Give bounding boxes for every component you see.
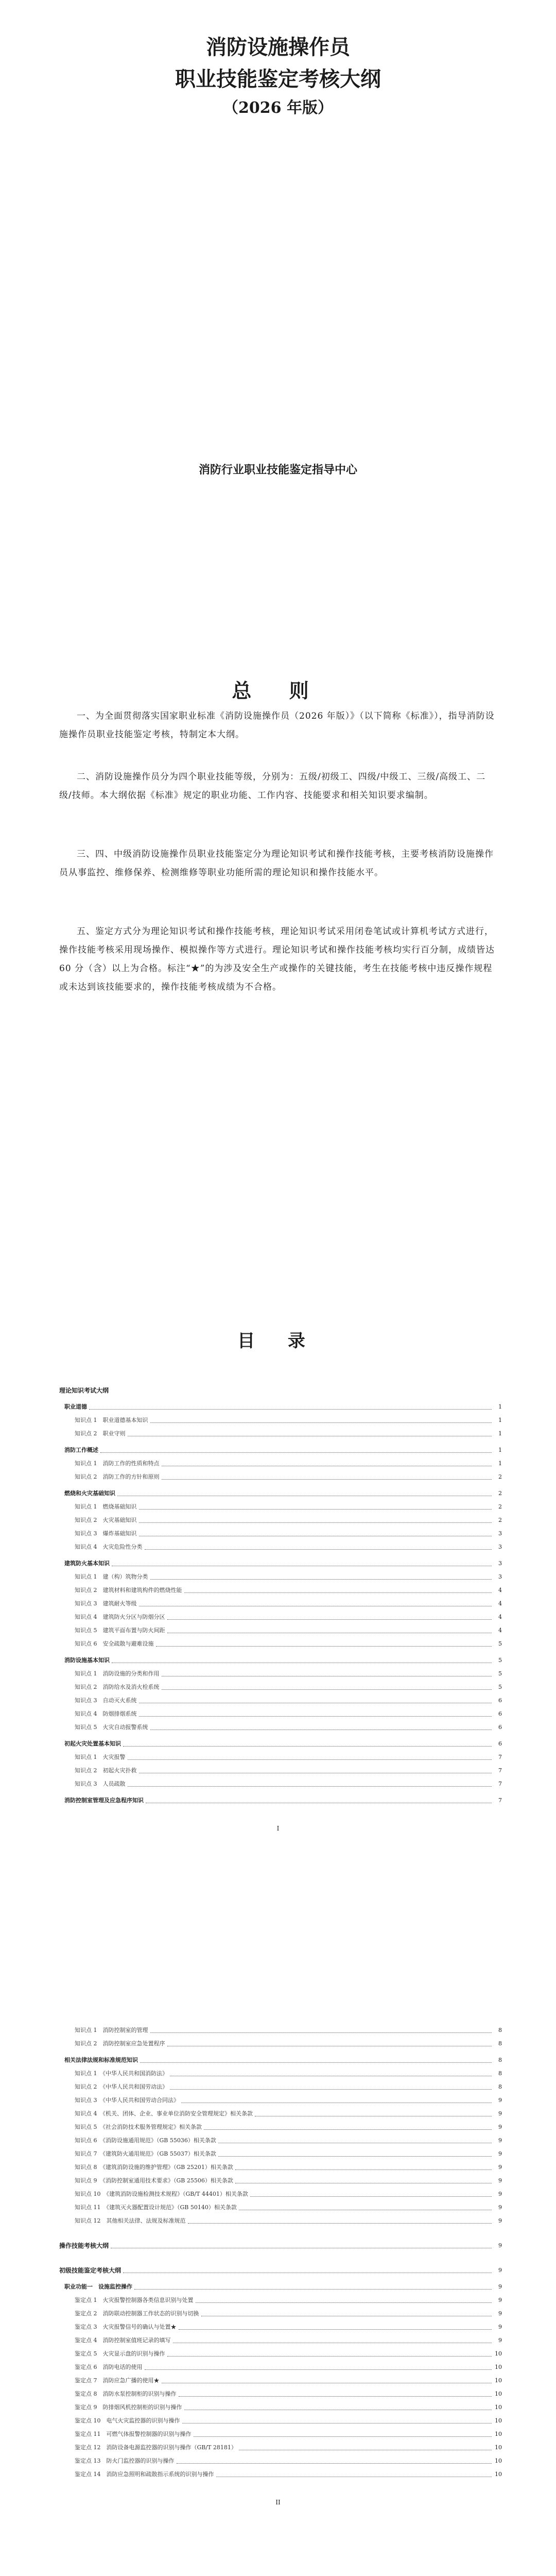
toc-entry-text: 知识点 1 消防设施的分类和作用 xyxy=(75,1670,160,1677)
toc-chapter[interactable] xyxy=(59,2056,502,2065)
toc-entry-page: 5 xyxy=(498,1670,502,1677)
toc-entry-page: 5 xyxy=(498,1640,502,1647)
toc-item[interactable] xyxy=(59,1529,502,1538)
toc-entry-text: 鉴定点 10 电气火灾监控器的识别与操作 xyxy=(75,2417,180,2424)
toc-item[interactable] xyxy=(59,1683,502,1692)
toc-entry-page: 9 xyxy=(498,2204,502,2211)
toc-chapter[interactable] xyxy=(59,1402,502,1412)
toc-entry-text: 知识点 1 消防工作的性质和特点 xyxy=(75,1460,160,1467)
toc-item[interactable] xyxy=(59,2039,502,2048)
toc-item[interactable] xyxy=(59,1599,502,1608)
toc-entry-page: 6 xyxy=(498,1710,502,1717)
toc-entry-text: 鉴定点 12 消防设备电源监控器的识别与操作（GB/T 28181） xyxy=(75,2444,237,2451)
toc-entry-page: 7 xyxy=(498,1754,502,1760)
toc-item[interactable] xyxy=(59,1429,502,1438)
toc-entry-text: 初起火灾处置基本知识 xyxy=(64,1740,121,1747)
toc-item[interactable] xyxy=(59,2109,502,2119)
toc-entry-page: 10 xyxy=(495,2377,502,2384)
toc-entry-text: 知识点 2 火灾基础知识 xyxy=(75,1517,137,1523)
toc-entry-page: 9 xyxy=(498,2177,502,2184)
toc-item[interactable] xyxy=(59,2069,502,2078)
toc-entry-page: 9 xyxy=(498,2217,502,2224)
toc-entry-text: 鉴定点 13 防火门监控器的识别与操作 xyxy=(75,2458,175,2464)
toc-entry-text: 知识点 1 火灾报警 xyxy=(75,1754,126,1760)
toc-item[interactable] xyxy=(59,1586,502,1595)
toc-entry-page: 10 xyxy=(495,2350,502,2357)
toc-item[interactable] xyxy=(59,2296,502,2305)
toc-entry-page: 9 xyxy=(498,2337,502,2344)
toc-entry-page: 9 xyxy=(498,2150,502,2157)
toc-entry-page: 8 xyxy=(498,2027,502,2033)
toc-entry-page: 9 xyxy=(498,2310,502,2317)
toc-entry-page: 4 xyxy=(498,1587,502,1594)
toc-entry-text: 知识点 2 职业守则 xyxy=(75,1430,126,1437)
toc-leader-dots xyxy=(179,2396,492,2397)
toc-entry-text: 鉴定点 9 防排烟风机控制柜的识别与操作 xyxy=(75,2404,182,2411)
toc-chapter[interactable] xyxy=(59,2282,502,2292)
toc-entry-text: 知识点 5 《社会消防技术服务管理规定》相关条款 xyxy=(75,2124,202,2130)
toc-entry-text: 鉴定点 4 消防控制室值班记录的填写 xyxy=(75,2337,171,2344)
toc-entry-text: 知识点 4 火灾危险性分类 xyxy=(75,1544,143,1550)
general-paragraph-4: 五、鉴定方式分为理论知识考试和操作技能考核，理论知识考试采用闭卷笔试或计算机考试方式进行，操作技能考核采用现场操作、模拟操作等方式进行。理论知识考试和操作技能考核均实行百分制，成绩皆达 60 分（含）以上为合格。标注“★”的为涉及安全生产或操作的关键技能，考生在技能考核中违反操作规程或未达到该技能要求的，操作技能考核成绩为不合格。 xyxy=(59,926,495,992)
toc-entry-text: 知识点 12 其他相关法律、法规及标准规范 xyxy=(75,2217,186,2224)
toc-entry-page: 7 xyxy=(498,1797,502,1804)
toc-item[interactable] xyxy=(59,2376,502,2385)
toc-entry-text: 知识点 6 《消防设施通用规范》（GB 55036）相关条款 xyxy=(75,2137,216,2144)
toc-entry-text: 知识点 4 防烟排烟系统 xyxy=(75,1710,137,1717)
toc-entry-text: 理论知识考试大纲 xyxy=(59,1387,109,1394)
toc-entry-page: 2 xyxy=(498,1517,502,1523)
toc-entry-text: 知识点 11 《建筑灭火器配置设计规范》（GB 50140）相关条款 xyxy=(75,2204,237,2211)
toc-entry-text: 鉴定点 5 火灾显示盘的识别与操作 xyxy=(75,2350,165,2357)
toc-item[interactable] xyxy=(59,1639,502,1649)
toc-entry-page: 8 xyxy=(498,2057,502,2063)
toc-leader-dots xyxy=(194,2436,492,2437)
toc-entry-text: 初级技能鉴定考核大纲 xyxy=(59,2267,121,2274)
toc-entry-page: 3 xyxy=(498,1573,502,1580)
toc-entry-text: 职业功能一 设施监控操作 xyxy=(64,2283,132,2290)
toc-item[interactable] xyxy=(59,2123,502,2132)
toc-chapter[interactable] xyxy=(59,1796,502,1805)
toc-item[interactable] xyxy=(59,2176,502,2185)
toc-entry-page: 4 xyxy=(498,1627,502,1634)
toc-entry-page: 9 xyxy=(498,2097,502,2104)
toc-entry-page: 9 xyxy=(498,2297,502,2303)
toc-item[interactable] xyxy=(59,1709,502,1719)
toc-entry-page: 9 xyxy=(498,2267,502,2274)
toc-entry-text: 知识点 5 建筑平面布置与防火间距 xyxy=(75,1627,165,1634)
toc-item[interactable] xyxy=(59,2149,502,2159)
toc-leader-dots xyxy=(162,1479,492,1480)
toc-entry-page: 5 xyxy=(498,1684,502,1690)
toc-item[interactable] xyxy=(59,2430,502,2439)
toc-item[interactable] xyxy=(59,1543,502,1552)
toc-item[interactable] xyxy=(59,2456,502,2466)
toc-entry-text: 知识点 4 《机关、团体、企业、事业单位消防安全管理规定》相关条款 xyxy=(75,2110,253,2117)
toc-entry-page: 9 xyxy=(498,2324,502,2330)
toc-entry-text: 知识点 2 消防工作的方针和原则 xyxy=(75,1473,160,1480)
toc-item[interactable] xyxy=(59,2443,502,2452)
toc-entry-text: 知识点 3 建筑耐火等级 xyxy=(75,1600,137,1607)
toc-item[interactable] xyxy=(59,2323,502,2332)
toc-entry-page: 10 xyxy=(495,2444,502,2451)
toc-item[interactable] xyxy=(59,1753,502,1762)
toc-item[interactable] xyxy=(59,2363,502,2372)
toc-entry-page: 10 xyxy=(495,2417,502,2424)
toc-leader-dots xyxy=(167,1619,492,1620)
toc-entry-page: 10 xyxy=(495,2391,502,2397)
toc-entry-text: 燃烧和火灾基础知识 xyxy=(64,1490,115,1497)
toc-part[interactable] xyxy=(59,2266,502,2275)
toc-leader-dots xyxy=(128,1759,492,1760)
toc-item[interactable] xyxy=(59,2403,502,2412)
toc-leader-dots xyxy=(89,1409,492,1410)
toc-entry-text: 鉴定点 6 消防电话的使用 xyxy=(75,2364,143,2370)
toc-entry-text: 鉴定点 3 火灾报警信号的确认与处置★ xyxy=(75,2324,177,2330)
toc-entry-page: 6 xyxy=(498,1724,502,1731)
toc-item[interactable] xyxy=(59,2349,502,2359)
toc-entry-text: 建筑防火基本知识 xyxy=(64,1560,110,1567)
toc-part[interactable] xyxy=(59,1386,502,1395)
toc-item[interactable] xyxy=(59,1416,502,1425)
toc-item[interactable] xyxy=(59,1780,502,1789)
toc-entry-page: 9 xyxy=(498,2191,502,2197)
toc-entry-text: 知识点 1 职业道德基本知识 xyxy=(75,1417,148,1423)
toc-entry-page: 1 xyxy=(498,1417,502,1423)
toc-entry-text: 知识点 4 建筑防火分区与防烟分区 xyxy=(75,1614,165,1620)
toc-entry-page: 10 xyxy=(495,2458,502,2464)
toc-entry-page: 6 xyxy=(498,1740,502,1747)
toc-entry-page: 6 xyxy=(498,1697,502,1704)
toc-page-number: I xyxy=(276,1825,280,1832)
toc-leader-dots xyxy=(196,2302,492,2303)
toc-entry-text: 鉴定点 7 消防应急广播的使用★ xyxy=(75,2377,160,2384)
cover-issuer: 消防行业职业技能鉴定指导中心 xyxy=(198,463,357,477)
toc-entry-page: 2 xyxy=(498,1503,502,1510)
toc-item[interactable] xyxy=(59,2470,502,2479)
toc-entry-page: 8 xyxy=(498,2070,502,2077)
toc-entry-text: 相关法律法规和标准规范知识 xyxy=(64,2057,138,2063)
toc-entry-text: 知识点 3 《中华人民共和国劳动合同法》 xyxy=(75,2097,179,2104)
toc-leader-dots xyxy=(162,1689,492,1690)
toc-entry-text: 知识点 2 消防控制室应急处置程序 xyxy=(75,2040,165,2047)
general-paragraph-1: 一、为全面贯彻落实国家职业标准《消防设施操作员（2026 年版）》（以下简称《标准》），指导消防设施操作员职业技能鉴定考核，特制定本大纲。 xyxy=(59,711,495,740)
toc-leader-dots xyxy=(167,2356,492,2357)
toc-entry-page: 9 xyxy=(498,2242,502,2249)
toc-chapter[interactable] xyxy=(59,1559,502,1568)
toc-item[interactable] xyxy=(59,2082,502,2092)
toc-leader-dots xyxy=(139,1716,492,1717)
toc-entry-page: 10 xyxy=(495,2431,502,2437)
toc-item[interactable] xyxy=(59,2096,502,2105)
toc-entry-page: 10 xyxy=(495,2364,502,2370)
toc-entry-text: 操作技能考核大纲 xyxy=(59,2242,109,2249)
toc-leader-dots xyxy=(139,1509,492,1510)
toc-item[interactable] xyxy=(59,1669,502,1679)
toc-entry-text: 鉴定点 14 消防应急照明和疏散指示系统的识别与操作 xyxy=(75,2471,214,2478)
toc-entry-text: 消防工作概述 xyxy=(64,1447,98,1453)
toc-entry-text: 知识点 7 《建筑防火通用规范》（GB 55037）相关条款 xyxy=(75,2150,216,2157)
table-of-contents xyxy=(59,1386,502,2576)
toc-entry-page: 4 xyxy=(498,1614,502,1620)
toc-leader-dots xyxy=(145,1549,492,1550)
toc-leader-dots xyxy=(123,1746,492,1747)
toc-entry-text: 知识点 3 自动灭火系统 xyxy=(75,1697,137,1704)
toc-part[interactable] xyxy=(59,2241,502,2250)
toc-entry-page: 3 xyxy=(498,1560,502,1567)
toc-title: 目 录 xyxy=(237,1331,319,1351)
general-paragraph-2: 二、消防设施操作员分为四个职业技能等级，分别为：五级/初级工、四级/中级工、三级/高级工、二级/技师。本大纲依据《标准》规定的职业功能、工作内容、技能要求和相关知识要求编制。 xyxy=(59,772,486,801)
toc-leader-dots xyxy=(170,2089,492,2090)
toc-chapter[interactable] xyxy=(59,1739,502,1749)
toc-entry-text: 知识点 1 燃烧基础知识 xyxy=(75,1503,137,1510)
toc-entry-page: 9 xyxy=(498,2137,502,2144)
toc-entry-page: 5 xyxy=(498,1657,502,1664)
toc-entry-text: 鉴定点 2 消防联动控制器工作状态的识别与切换 xyxy=(75,2310,199,2317)
cover-edition: （2026 年版） xyxy=(223,99,333,117)
toc-item[interactable] xyxy=(59,1696,502,1705)
toc-page-number: II xyxy=(275,2499,281,2506)
toc-entry-page: 1 xyxy=(498,1447,502,1453)
toc-leader-dots xyxy=(150,1579,492,1580)
toc-item[interactable] xyxy=(59,2026,502,2035)
general-paragraph-3: 三、四、中级消防设施操作员职业技能鉴定分为理论知识考试和操作技能考核，主要考核消防设施操作员从事监控、维修保养、检测维修等职业功能所需的理论知识和操作技能水平。 xyxy=(59,849,494,878)
toc-entry-page: 9 xyxy=(498,2124,502,2130)
toc-entry-page: 10 xyxy=(495,2404,502,2411)
toc-entry-page: 1 xyxy=(498,1460,502,1467)
toc-leader-dots xyxy=(145,2369,492,2370)
toc-entry-text: 知识点 9 《消防控制室通用技术要求》（GB 25506）相关条款 xyxy=(75,2177,233,2184)
toc-item[interactable] xyxy=(59,2136,502,2145)
toc-entry-page: 3 xyxy=(498,1544,502,1550)
toc-leader-dots xyxy=(218,2156,492,2157)
toc-entry-text: 消防设施基本知识 xyxy=(64,1657,110,1664)
toc-chapter[interactable] xyxy=(59,1656,502,1665)
toc-entry-text: 知识点 10 《建筑消防设施检测技术规程》（GB/T 44401）相关条款 xyxy=(75,2191,248,2197)
toc-item[interactable] xyxy=(59,1626,502,1635)
toc-entry-text: 知识点 1 消防控制室的管理 xyxy=(75,2027,148,2033)
toc-leader-dots xyxy=(128,1786,492,1787)
toc-leader-dots xyxy=(204,2129,492,2130)
toc-entry-text: 知识点 3 爆炸基础知识 xyxy=(75,1530,137,1537)
toc-leader-dots xyxy=(188,2223,492,2224)
toc-item[interactable] xyxy=(59,1516,502,1525)
toc-leader-dots xyxy=(150,2032,492,2033)
toc-entry-text: 知识点 1 《中华人民共和国消防法》 xyxy=(75,2070,168,2077)
toc-item[interactable] xyxy=(59,1472,502,1482)
toc-entry-text: 鉴定点 8 消防水泵控制柜的识别与操作 xyxy=(75,2391,177,2397)
cover-title-line1: 消防设施操作员 xyxy=(206,35,350,59)
toc-item[interactable] xyxy=(59,2389,502,2399)
toc-leader-dots xyxy=(250,2196,492,2197)
toc-entry-text: 知识点 3 人员疏散 xyxy=(75,1781,126,1787)
toc-entry-text: 知识点 2 消防给水及消火栓系统 xyxy=(75,1684,160,1690)
toc-item[interactable] xyxy=(59,2216,502,2226)
toc-item[interactable] xyxy=(59,1613,502,1622)
general-page xyxy=(0,0,556,1236)
toc-leader-dots xyxy=(150,1422,492,1423)
cover-title-line2: 职业技能鉴定考核大纲 xyxy=(175,67,381,91)
toc-entry-page: 9 xyxy=(498,2110,502,2117)
toc-entry-text: 知识点 2 《中华人民共和国劳动法》 xyxy=(75,2083,168,2090)
toc-leader-dots xyxy=(140,2062,492,2063)
toc-entry-page: 10 xyxy=(495,2471,502,2478)
toc-leader-dots xyxy=(134,2289,492,2290)
toc-item[interactable] xyxy=(59,1502,502,1512)
toc-entry-text: 知识点 8 《建筑消防设施的维护管理》（GB 25201）相关条款 xyxy=(75,2164,233,2171)
toc-entry-text: 消防控制室管理及应急程序知识 xyxy=(64,1797,144,1804)
toc-chapter[interactable] xyxy=(59,1489,502,1498)
toc-item[interactable] xyxy=(59,1723,502,1732)
toc-item[interactable] xyxy=(59,1766,502,1775)
toc-leader-dots xyxy=(139,1522,492,1523)
toc-item[interactable] xyxy=(59,2416,502,2426)
toc-entry-text: 知识点 1 建（构）筑物分类 xyxy=(75,1573,148,1580)
toc-entry-page: 2 xyxy=(498,1490,502,1497)
toc-entry-text: 职业道德 xyxy=(64,1403,87,1410)
toc-leader-dots xyxy=(179,2329,492,2330)
toc-item[interactable] xyxy=(59,2309,502,2318)
toc-entry-page: 9 xyxy=(498,2283,502,2290)
toc-entry-page: 4 xyxy=(498,1600,502,1607)
toc-entry-page: 8 xyxy=(498,2040,502,2047)
toc-leader-dots xyxy=(177,2463,492,2464)
toc-entry-page: 3 xyxy=(498,1530,502,1537)
toc-leader-dots xyxy=(156,1646,492,1647)
toc-item[interactable] xyxy=(59,2336,502,2345)
toc-entry-text: 知识点 2 建筑材料和建筑构件的燃烧性能 xyxy=(75,1587,182,1594)
toc-entry-page: 7 xyxy=(498,1781,502,1787)
toc-leader-dots xyxy=(184,1592,492,1593)
toc-entry-page: 1 xyxy=(498,1403,502,1410)
toc-entry-text: 知识点 6 安全疏散与避难设施 xyxy=(75,1640,154,1647)
toc-entry-text: 知识点 2 初起火灾扑救 xyxy=(75,1767,137,1774)
toc-entry-page: 9 xyxy=(498,2164,502,2171)
toc-item[interactable] xyxy=(59,1572,502,1582)
toc-entry-text: 鉴定点 11 可燃气体报警控制器的识别与操作 xyxy=(75,2431,192,2437)
toc-entry-page: 1 xyxy=(498,1430,502,1437)
toc-entry-text: 鉴定点 1 火灾报警控制器各类信息识别与处置 xyxy=(75,2297,194,2303)
toc-entry-page: 8 xyxy=(498,2083,502,2090)
toc-item[interactable] xyxy=(59,2190,502,2199)
toc-entry-text: 知识点 5 火灾自动报警系统 xyxy=(75,1724,148,1731)
toc-item[interactable] xyxy=(59,2163,502,2172)
toc-leader-dots xyxy=(182,2423,492,2424)
toc-item[interactable] xyxy=(59,1459,502,1468)
toc-leader-dots xyxy=(100,1452,492,1453)
toc-item[interactable] xyxy=(59,2203,502,2212)
toc-entry-page: 2 xyxy=(498,1473,502,1480)
general-title: 总 则 xyxy=(232,679,324,702)
toc-entry-page: 7 xyxy=(498,1767,502,1774)
toc-chapter[interactable] xyxy=(59,1446,502,1455)
